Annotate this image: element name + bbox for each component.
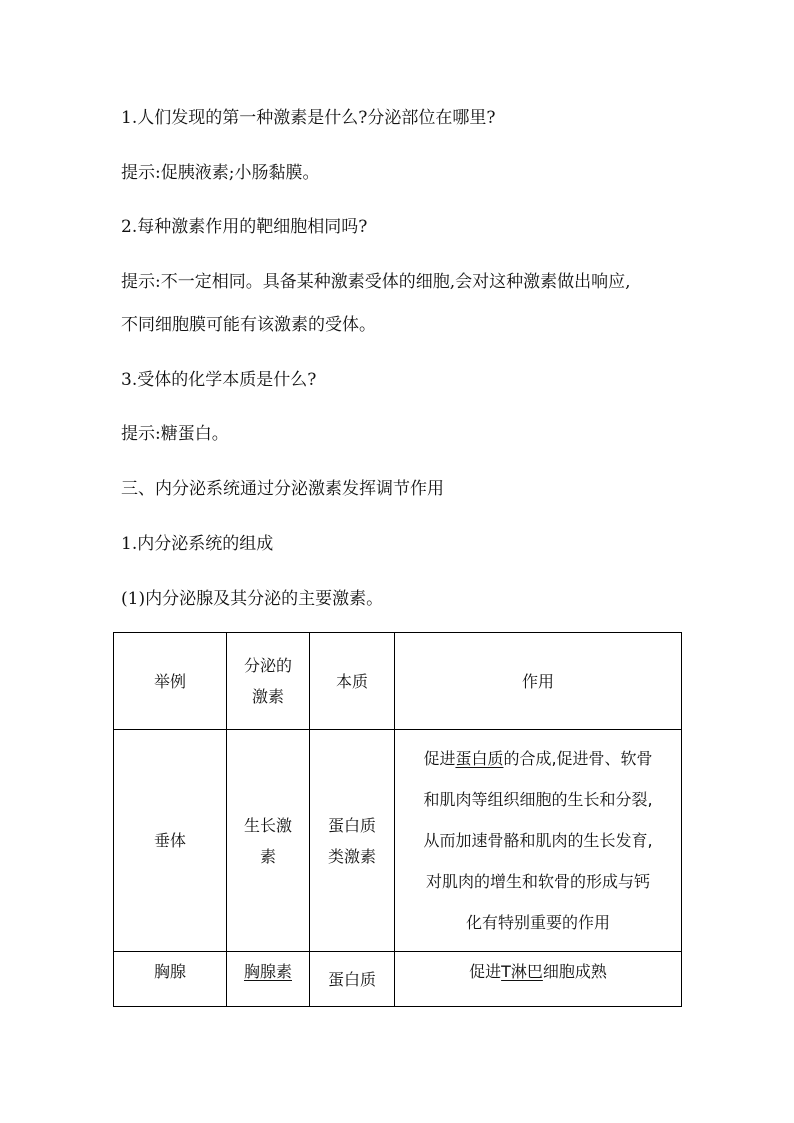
question-3: 3.受体的化学本质是什么? (121, 370, 317, 390)
hint-2-line-1: 提示:不一定相同。具备某种激素受体的细胞,会对这种激素做出响应, (121, 272, 631, 292)
table-row (114, 952, 682, 1007)
cell-example: 胸腺 (114, 952, 227, 1007)
table-caption: (1)内分泌腺及其分泌的主要激素。 (121, 589, 384, 609)
header-effect: 作用 (395, 633, 682, 730)
question-1: 1.人们发现的第一种激素是什么?分泌部位在哪里? (121, 108, 496, 128)
cell-hormone: 生长激 素 (227, 730, 310, 952)
cell-example: 垂体 (114, 730, 227, 952)
cell-hormone (227, 952, 310, 1007)
subsection-heading: 1.内分泌系统的组成 (121, 534, 274, 554)
table-header-row (114, 633, 682, 730)
header-hormone: 分泌的 激素 (227, 633, 310, 730)
hint-3: 提示:糖蛋白。 (121, 424, 229, 444)
table-row (114, 730, 682, 952)
section-heading: 三、内分泌系统通过分泌激素发挥调节作用 (121, 479, 444, 499)
underlined-term: 蛋白质 (455, 749, 504, 768)
header-example: 举例 (114, 633, 227, 730)
cell-nature: 蛋白质 (310, 952, 395, 1007)
cell-nature: 蛋白质 类激素 (310, 730, 395, 952)
question-2: 2.每种激素作用的靶细胞相同吗? (121, 217, 368, 237)
underlined-term: 胸腺素 (243, 962, 292, 981)
cell-effect: 促进蛋白质的合成,促进骨、软骨 和肌肉等组织细胞的生长和分裂, 从而加速骨骼和肌肉的生长发育, 对肌肉的增生和软骨的形成与钙 化有特别重要的作用 (395, 730, 682, 952)
hint-2-line-2: 不同细胞膜可能有该激素的受体。 (121, 315, 376, 335)
hint-1: 提示:促胰液素;小肠黏膜。 (121, 163, 320, 183)
header-nature: 本质 (310, 633, 395, 730)
hormone-table (113, 632, 682, 1007)
underlined-term: T淋巴 (501, 962, 543, 981)
cell-effect: 促进T淋巴细胞成熟 (395, 952, 682, 1007)
